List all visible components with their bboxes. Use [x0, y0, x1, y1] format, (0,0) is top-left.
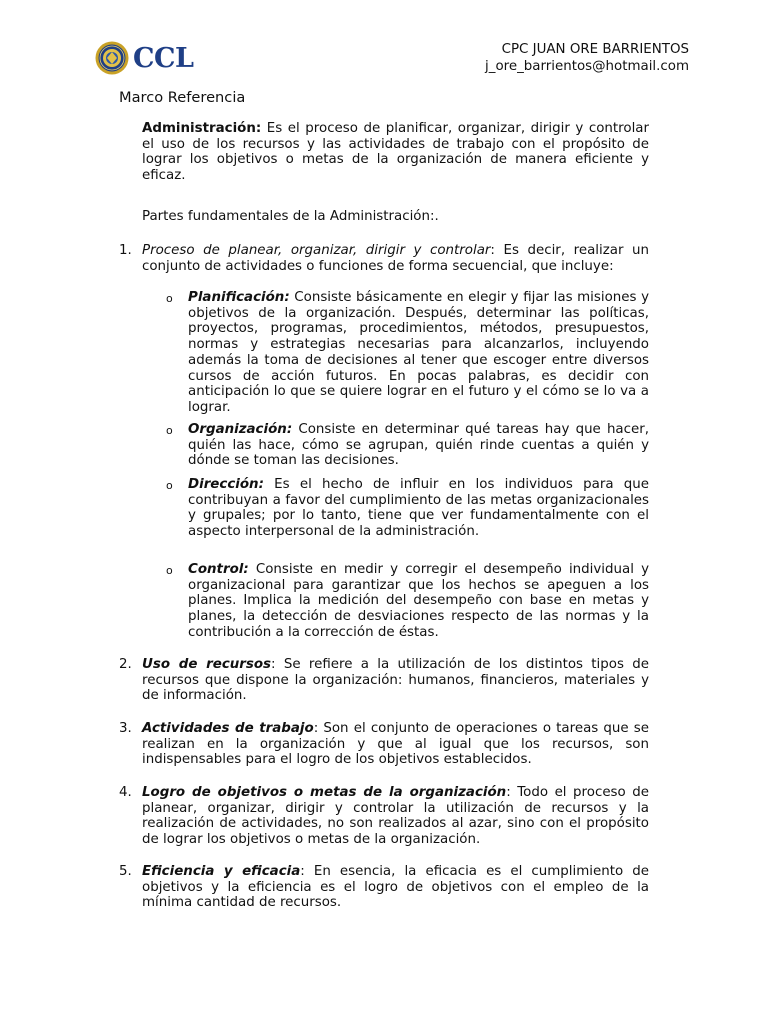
sub-item-term: Organización:	[188, 422, 293, 437]
list-item	[119, 243, 649, 274]
bullet-icon: o	[166, 564, 173, 577]
author-name: CPC JUAN ORE BARRIENTOS	[501, 42, 689, 57]
item-text: : En esencia, la eficacia es el cumplimiento de objetivos y la eficiencia es el logro de objetivos con el empleo de la mínima cantidad de recursos.	[142, 864, 649, 911]
ccl-seal-icon	[95, 41, 129, 75]
sub-item-text: Consiste básicamente en elegir y fijar las misiones y objetivos de la organización. Después, determinar las políticas, proyectos, programas, procedimientos, métodos, presupuestos, normas y estrategias necesarias para alcanzarlos, incluyendo además la toma de decisiones al tener que escoger entre diversos cursos de acción futuros. En pocas palabras, es decidir con anticipación lo que se quiere lograr en el futuro y el cómo se lo va a lograr.	[188, 290, 649, 415]
item-term: Logro de objetivos o metas de la organización	[142, 785, 507, 800]
author-email: j_ore_barrientos@hotmail.com	[485, 58, 689, 74]
bullet-icon: o	[166, 292, 173, 305]
intro-paragraph	[142, 121, 649, 184]
header-contact	[485, 42, 689, 75]
list-item	[119, 785, 649, 848]
item-number: 4.	[119, 785, 132, 800]
sub-item-text: Consiste en determinar qué tareas hay que hacer, quién las hace, cómo se agrupan, quién rinde cuentas a quién y dónde se toman las decisiones.	[188, 422, 649, 469]
sub-list-item	[166, 290, 649, 416]
sub-item-term: Planificación:	[188, 290, 290, 305]
sub-list-item	[166, 477, 649, 540]
intro-text: Es el proceso de planificar, organizar, dirigir y controlar el uso de los recursos y las actividades de trabajo con el propósito de lograr los objetivos o metas de la organización de manera eficiente y eficaz.	[142, 121, 649, 184]
list-item	[119, 864, 649, 911]
sub-list-item	[166, 422, 649, 469]
item-text: : Todo el proceso de planear, organizar, dirigir y controlar la utilización de recursos y la realización de actividades, no son realizados al azar, sino con el propósito de lograr los objetivos o metas de la organización.	[142, 785, 649, 848]
sub-item-term: Dirección:	[188, 477, 264, 492]
sub-item-text: Consiste en medir y corregir el desempeño individual y organizacional para garantizar que los hechos se apeguen a los planes. Implica la medición del desempeño con base en metas y planes, la detección de desviaciones respecto de las normas y la contribución a la corrección de éstas.	[188, 562, 649, 640]
sub-item-term: Control:	[188, 562, 249, 577]
item-term: Eficiencia y eficacia	[142, 864, 301, 879]
item-text: : Se refiere a la utilización de los distintos tipos de recursos que dispone la organización: humanos, financieros, materiales y de información.	[142, 657, 649, 704]
item-term: Uso de recursos	[142, 657, 272, 672]
item-number: 5.	[119, 864, 132, 879]
bullet-icon: o	[166, 479, 173, 492]
bullet-icon: o	[166, 424, 173, 437]
sub-list-item	[166, 562, 649, 641]
logo-text: CCL	[133, 42, 194, 74]
list-item	[119, 657, 649, 704]
section-title: Marco Referencia	[119, 89, 246, 106]
item-text: : Son el conjunto de operaciones o tareas que se realizan en la organización y que al igual que los recursos, son indispensables para el logro de los objetivos establecidos.	[142, 721, 649, 768]
item-number: 2.	[119, 657, 132, 672]
item-term: Actividades de trabajo	[142, 721, 314, 736]
item-number: 3.	[119, 721, 132, 736]
list-item	[119, 721, 649, 768]
intro-term: Administración:	[142, 121, 262, 136]
item-text: : Es decir, realizar un conjunto de actividades o funciones de forma secuencial, que incluye:	[142, 243, 649, 274]
parts-heading: Partes fundamentales de la Administración:.	[142, 209, 439, 224]
ccl-logo	[95, 41, 193, 75]
sub-item-text: Es el hecho de influir en los individuos para que contribuyan a favor del cumplimiento de las metas organizacionales y grupales; por lo tanto, tiene que ver fundamentalmente con el aspecto interpersonal de la administración.	[188, 477, 649, 540]
item-term: Proceso de planear, organizar, dirigir y controlar	[142, 243, 491, 258]
item-number: 1.	[119, 243, 132, 258]
